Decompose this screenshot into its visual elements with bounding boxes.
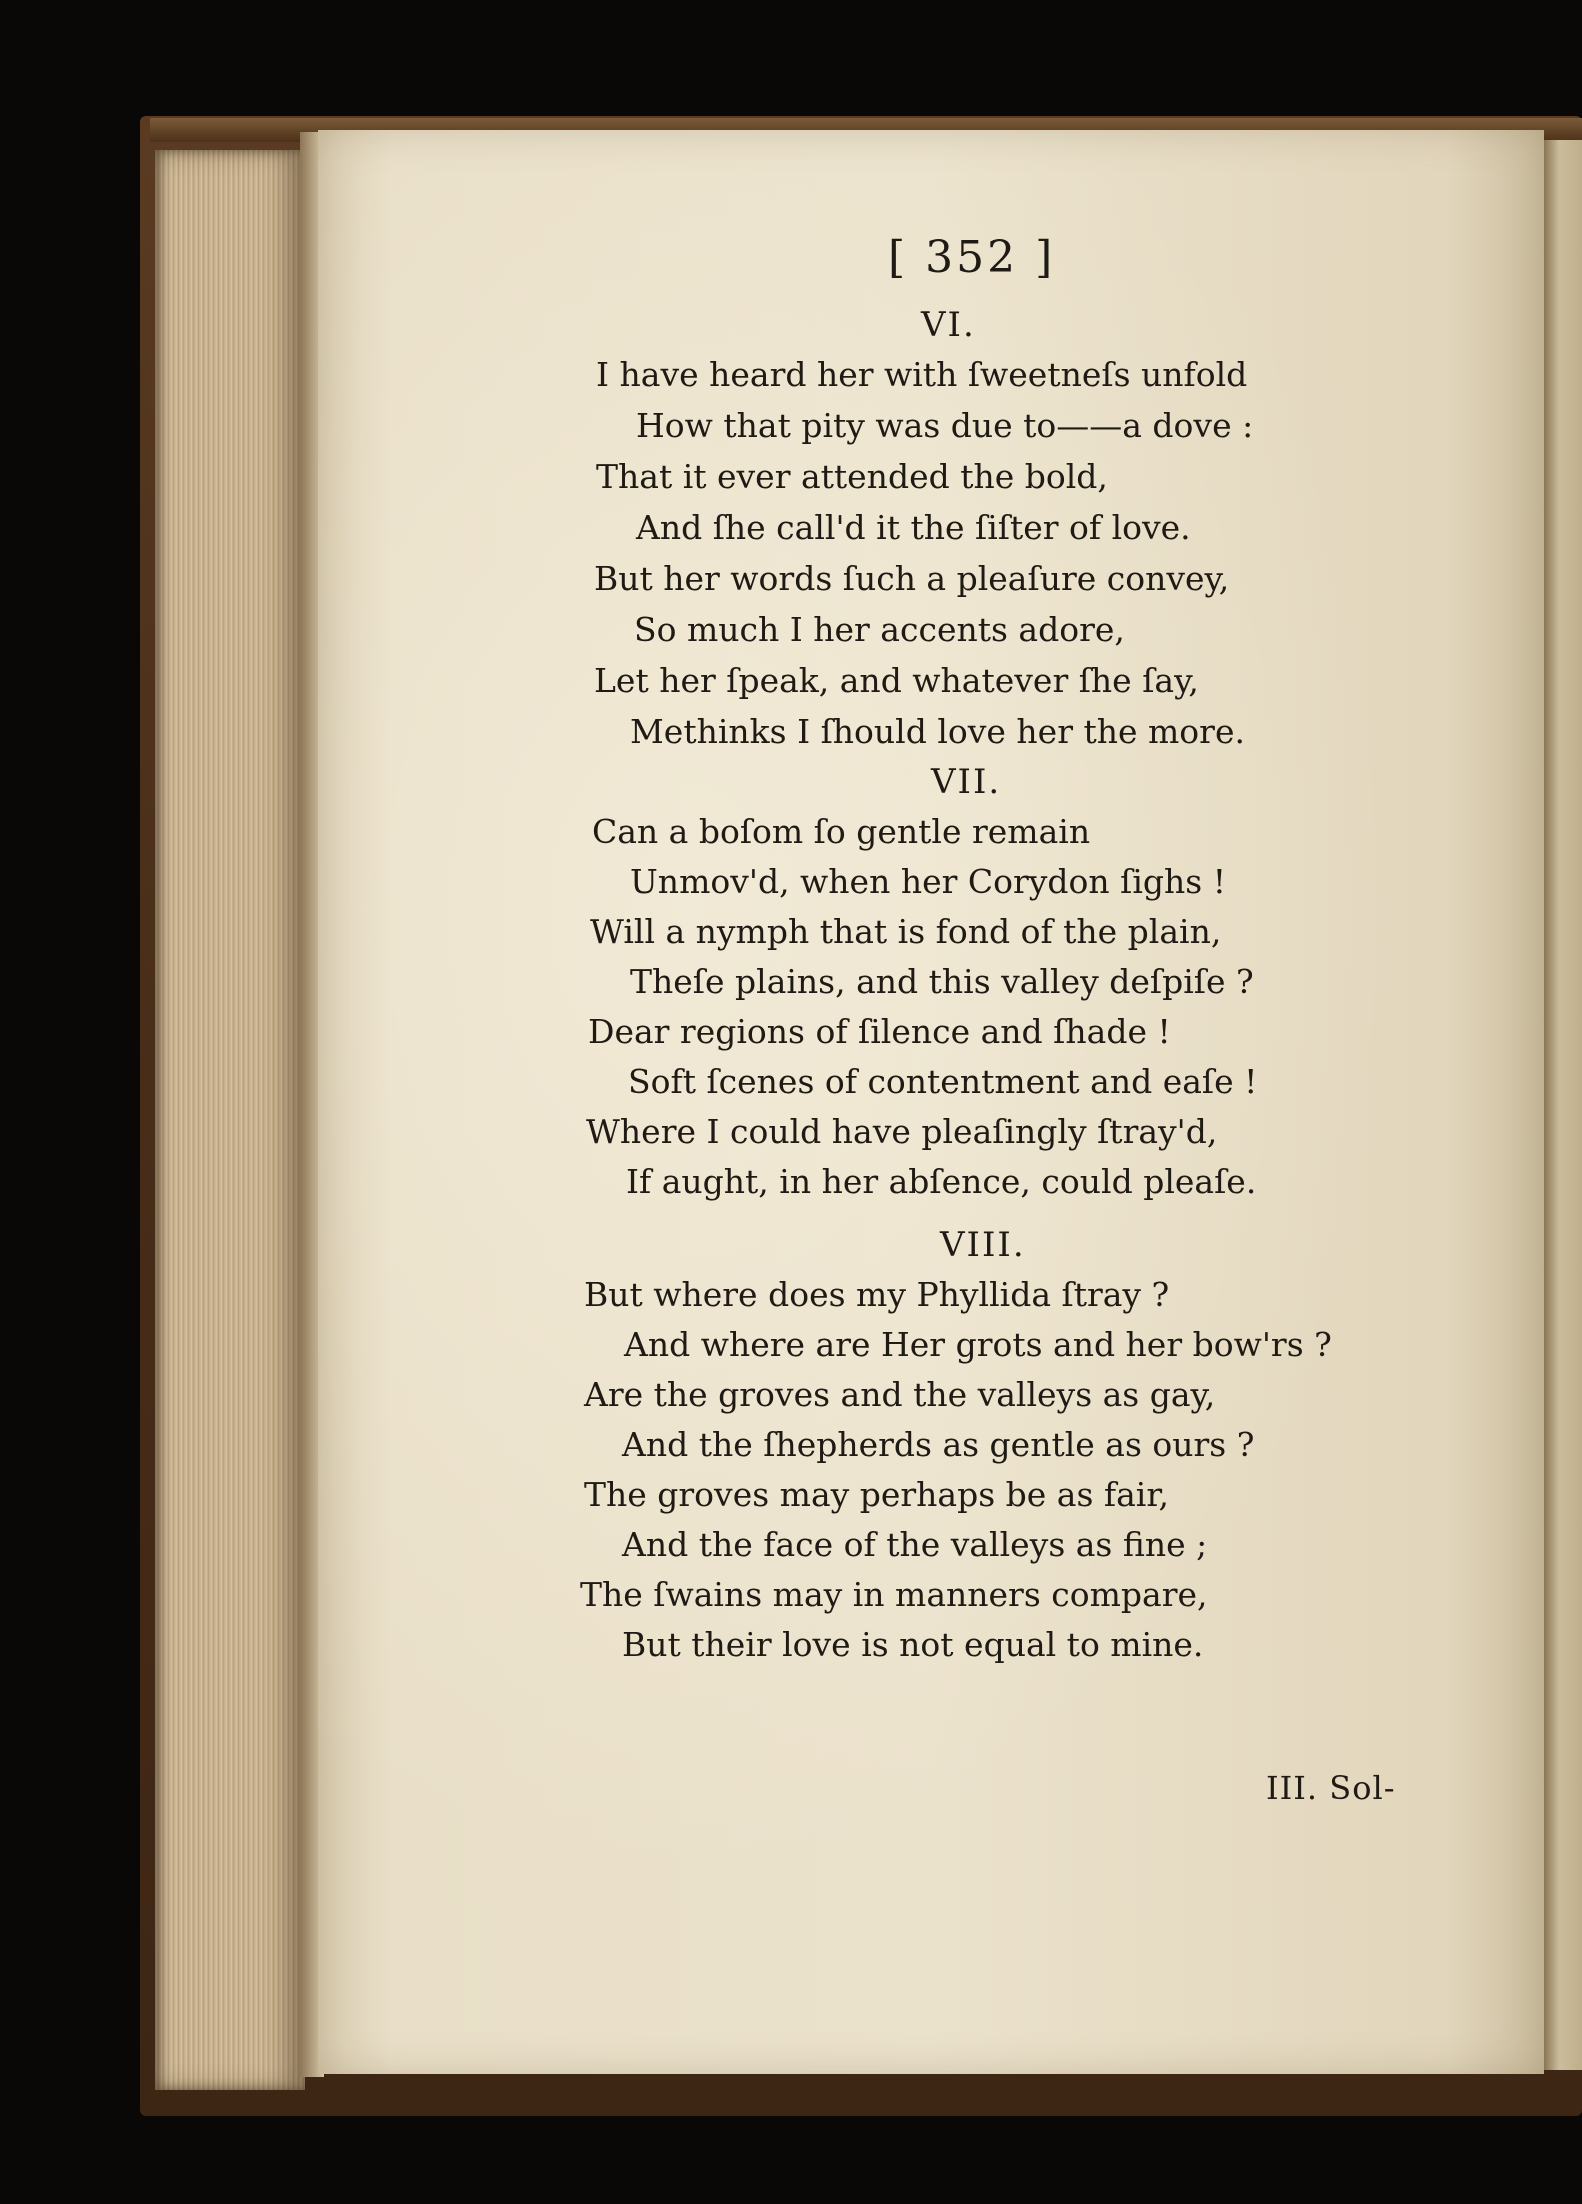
- poem-line: And the face of the valleys as fine ;: [622, 1525, 1208, 1564]
- catchword: III. Sol-: [1266, 1769, 1396, 1807]
- poem-line: And the ſhepherds as gentle as ours ?: [622, 1425, 1255, 1464]
- poem-line: Let her ſpeak, and whatever ſhe ſay,: [594, 661, 1199, 700]
- poem-line: Will a nymph that is fond of the plain,: [590, 912, 1222, 951]
- poem-line: Methinks I ſhould love her the more.: [630, 712, 1245, 751]
- poem-line: But where does my Phyllida ſtray ?: [584, 1275, 1170, 1314]
- poem-line: Unmov'd, when her Corydon ſighs !: [630, 862, 1226, 901]
- page-number: [ 352 ]: [888, 232, 1056, 283]
- stanza-number: VIII.: [940, 1225, 1026, 1265]
- poem-line: The ſwains may in manners compare,: [580, 1575, 1208, 1614]
- poem-line: And ſhe call'd it the ſiſter of love.: [636, 508, 1191, 547]
- poem-line: And where are Her grots and her bow'rs ?: [624, 1325, 1332, 1364]
- poem-line: Theſe plains, and this valley deſpiſe ?: [630, 962, 1254, 1001]
- stanza-number: VII.: [931, 762, 1002, 802]
- poem-line: Dear regions of ſilence and ſhade !: [588, 1012, 1171, 1051]
- poem-line: But their love is not equal to mine.: [622, 1625, 1204, 1664]
- page-edges: [155, 150, 305, 2090]
- poem-line: If aught, in her abſence, could pleaſe.: [626, 1162, 1257, 1201]
- poem-line: Soft ſcenes of contentment and eaſe !: [628, 1062, 1258, 1101]
- book-page: [318, 130, 1544, 2074]
- poem-line: That it ever attended the bold,: [596, 457, 1108, 496]
- stanza-number: VI.: [921, 305, 976, 345]
- facing-page-edge: [1544, 140, 1582, 2070]
- poem-line: So much I her accents adore,: [634, 610, 1125, 649]
- poem-line: How that pity was due to——a dove :: [636, 406, 1254, 445]
- poem-line: I have heard her with ſweetneſs unfold: [596, 355, 1248, 394]
- poem-line: Are the groves and the valleys as gay,: [584, 1375, 1216, 1414]
- poem-line: The groves may perhaps be as fair,: [584, 1475, 1169, 1514]
- poem-line: But her words ſuch a pleaſure convey,: [594, 559, 1230, 598]
- poem-line: Can a boſom ſo gentle remain: [592, 812, 1091, 851]
- poem-line: Where I could have pleaſingly ſtray'd,: [586, 1112, 1218, 1151]
